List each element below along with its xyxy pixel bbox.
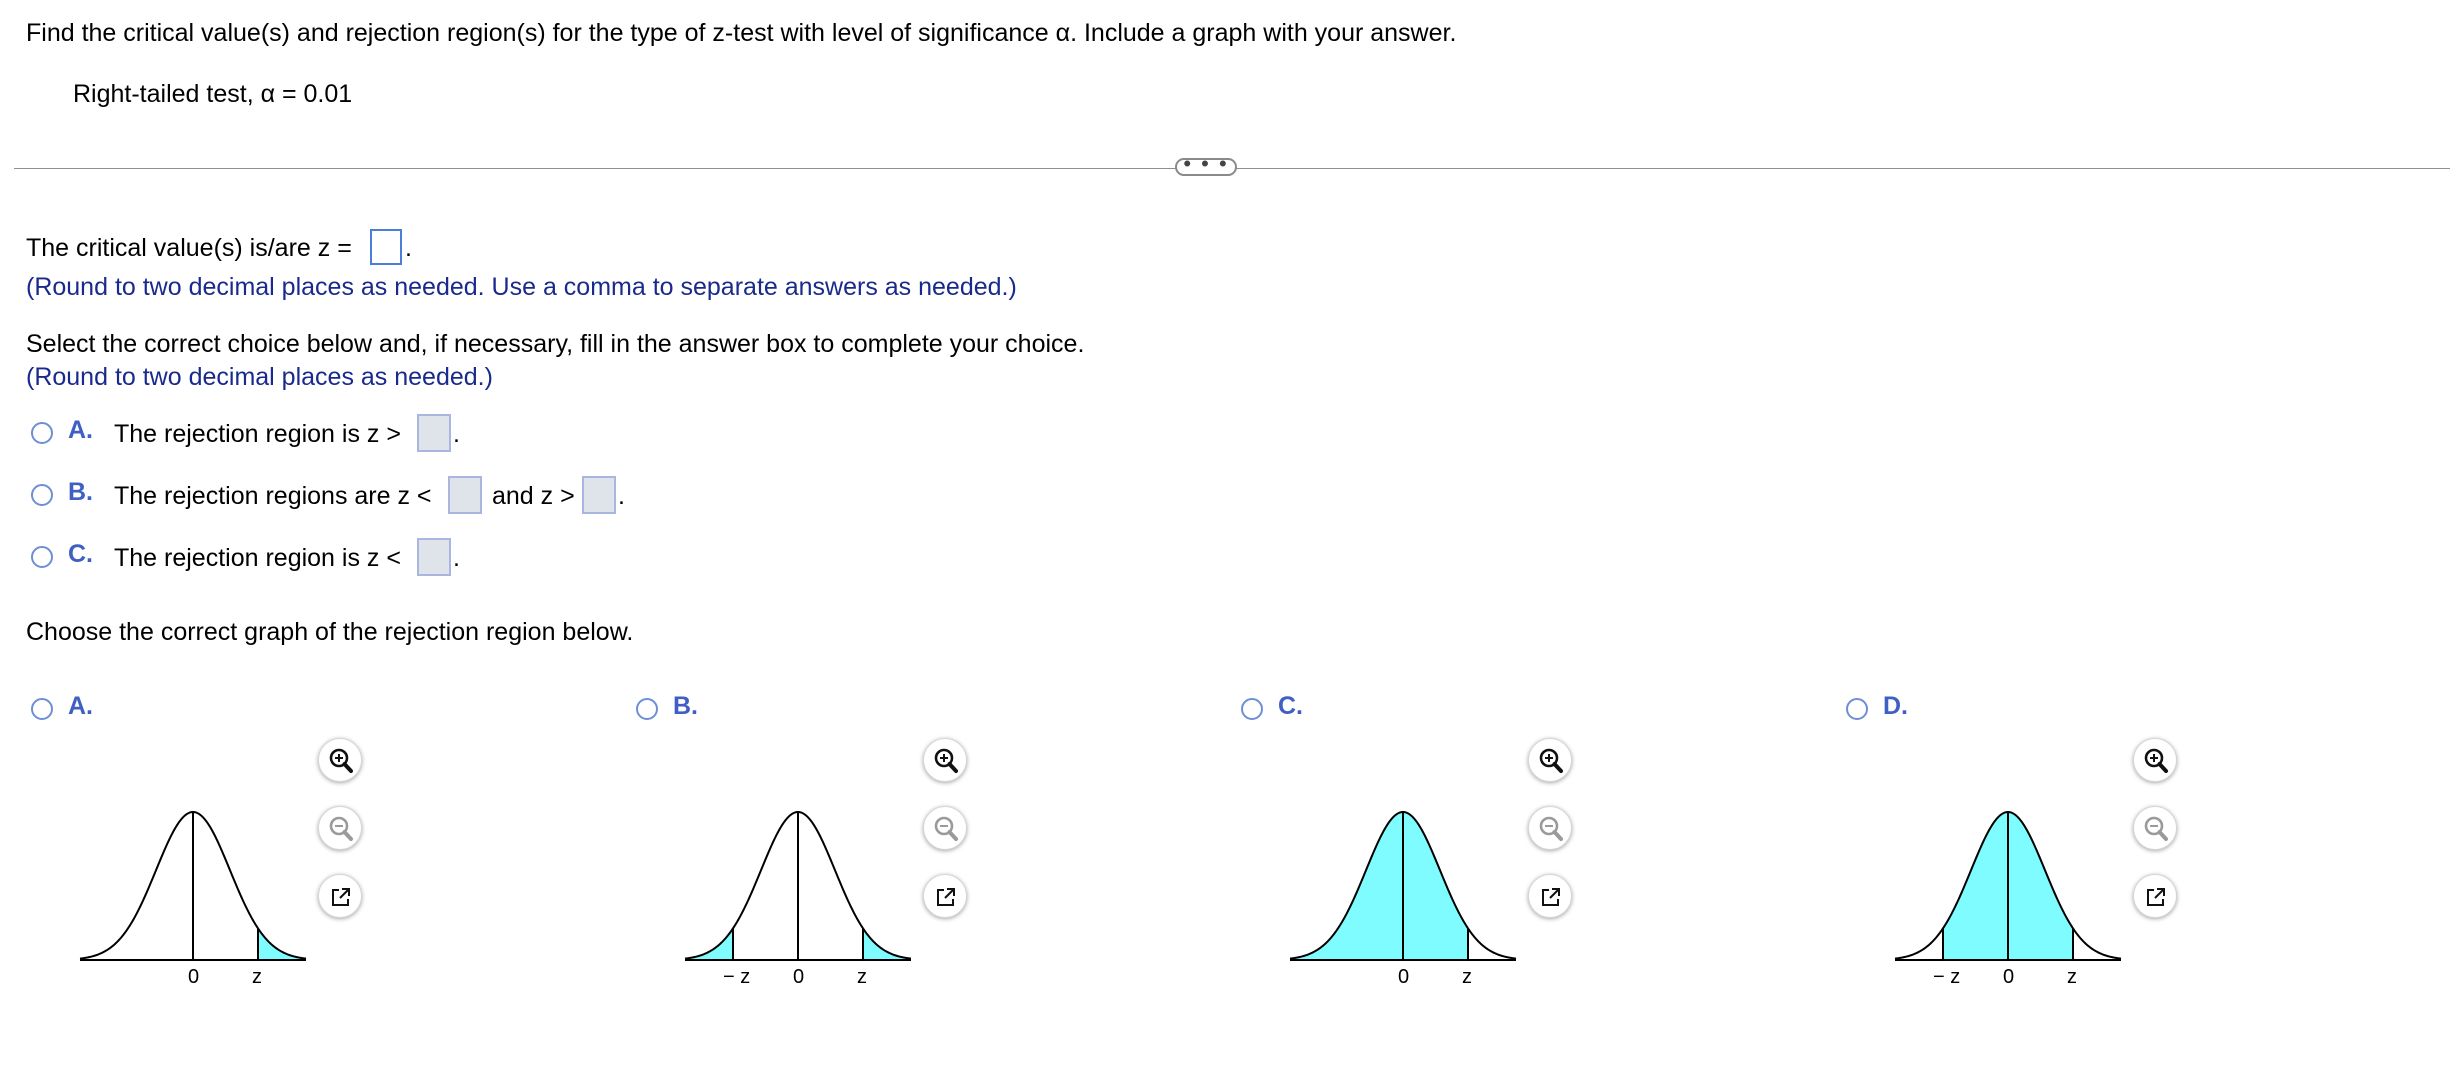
graph-option-b-letter: B. [673, 692, 698, 720]
graph-option-a-zoom-out-button[interactable] [318, 806, 362, 850]
region-option-b-letter: B. [68, 478, 93, 506]
region-option-a-input[interactable] [417, 414, 451, 452]
graph-option-c-plot [1280, 775, 1520, 975]
graph-option-d-letter: D. [1883, 692, 1908, 720]
region-option-b-radio[interactable] [31, 484, 53, 506]
graph-option-a-radio[interactable] [31, 698, 53, 720]
region-option-b-period: . [618, 482, 625, 510]
graph-option-a-zoom-in-button[interactable] [318, 738, 362, 782]
tick-label: − z [723, 966, 751, 988]
graph-option-d-plot [1885, 775, 2125, 975]
rejection-region-shade [258, 928, 306, 960]
region-option-c-letter: C. [68, 540, 93, 568]
graph-option-b-radio[interactable] [636, 698, 658, 720]
tick-label: z [252, 966, 262, 988]
tick-label: 0 [793, 966, 805, 988]
region-option-c-period: . [453, 544, 460, 572]
tick-label: z [1462, 966, 1472, 988]
region-option-a-period: . [453, 420, 460, 448]
question-text: Find the critical value(s) and rejection region(s) for the type of z-test with level of significance α. Include a graph with your answer. [26, 19, 1457, 47]
critical-value-period: . [405, 234, 412, 262]
region-option-b-input-lower[interactable] [448, 476, 482, 514]
graph-option-b-zoom-in-button[interactable] [923, 738, 967, 782]
region-option-a-text: The rejection region is z > [114, 420, 401, 448]
graph-option-c-zoom-in-button[interactable] [1528, 738, 1572, 782]
tick-label: 0 [2003, 966, 2015, 988]
graph-option-a-plot [70, 775, 310, 975]
rejection-region-shade [685, 928, 733, 960]
region-option-c-input[interactable] [417, 538, 451, 576]
graph-option-c-zoom-out-button[interactable] [1528, 806, 1572, 850]
tick-label: z [2067, 966, 2077, 988]
graph-option-b-popout-button[interactable] [923, 874, 967, 918]
graph-option-b-zoom-out-button[interactable] [923, 806, 967, 850]
tick-label: 0 [188, 966, 200, 988]
select-choice-instruction: Select the correct choice below and, if necessary, fill in the answer box to complete your choice. [26, 330, 1085, 358]
test-specification: Right-tailed test, α = 0.01 [73, 80, 353, 108]
region-option-b-text: The rejection regions are z < [114, 482, 432, 510]
rejection-region-shade [863, 928, 911, 960]
graph-option-d-zoom-out-button[interactable] [2133, 806, 2177, 850]
graph-option-c-radio[interactable] [1241, 698, 1263, 720]
region-option-a-radio[interactable] [31, 422, 53, 444]
graph-option-c-letter: C. [1278, 692, 1303, 720]
tick-label: 0 [1398, 966, 1410, 988]
tick-label: z [857, 966, 867, 988]
region-option-c-text: The rejection region is z < [114, 544, 401, 572]
graph-option-c-popout-button[interactable] [1528, 874, 1572, 918]
graph-option-b-plot [675, 775, 915, 975]
region-option-b-middle: and z > [492, 482, 575, 510]
choose-graph-instruction: Choose the correct graph of the rejection region below. [26, 618, 634, 646]
rounding-hint-2: (Round to two decimal places as needed.) [26, 363, 493, 391]
more-dots-icon: • • • [1183, 151, 1229, 176]
graph-option-a-popout-button[interactable] [318, 874, 362, 918]
expand-more-button[interactable] [1175, 151, 1237, 176]
region-option-b-input-upper[interactable] [582, 476, 616, 514]
critical-value-input[interactable] [370, 229, 402, 265]
graph-option-d-radio[interactable] [1846, 698, 1868, 720]
tick-label: − z [1933, 966, 1961, 988]
graph-option-d-popout-button[interactable] [2133, 874, 2177, 918]
rounding-hint: (Round to two decimal places as needed. Use a comma to separate answers as needed.) [26, 273, 1017, 301]
rejection-region-shade [1290, 812, 1468, 960]
graph-option-d-zoom-in-button[interactable] [2133, 738, 2177, 782]
graph-option-a-letter: A. [68, 692, 93, 720]
region-option-a-letter: A. [68, 416, 93, 444]
critical-value-label: The critical value(s) is/are z = [26, 234, 352, 262]
region-option-c-radio[interactable] [31, 546, 53, 568]
